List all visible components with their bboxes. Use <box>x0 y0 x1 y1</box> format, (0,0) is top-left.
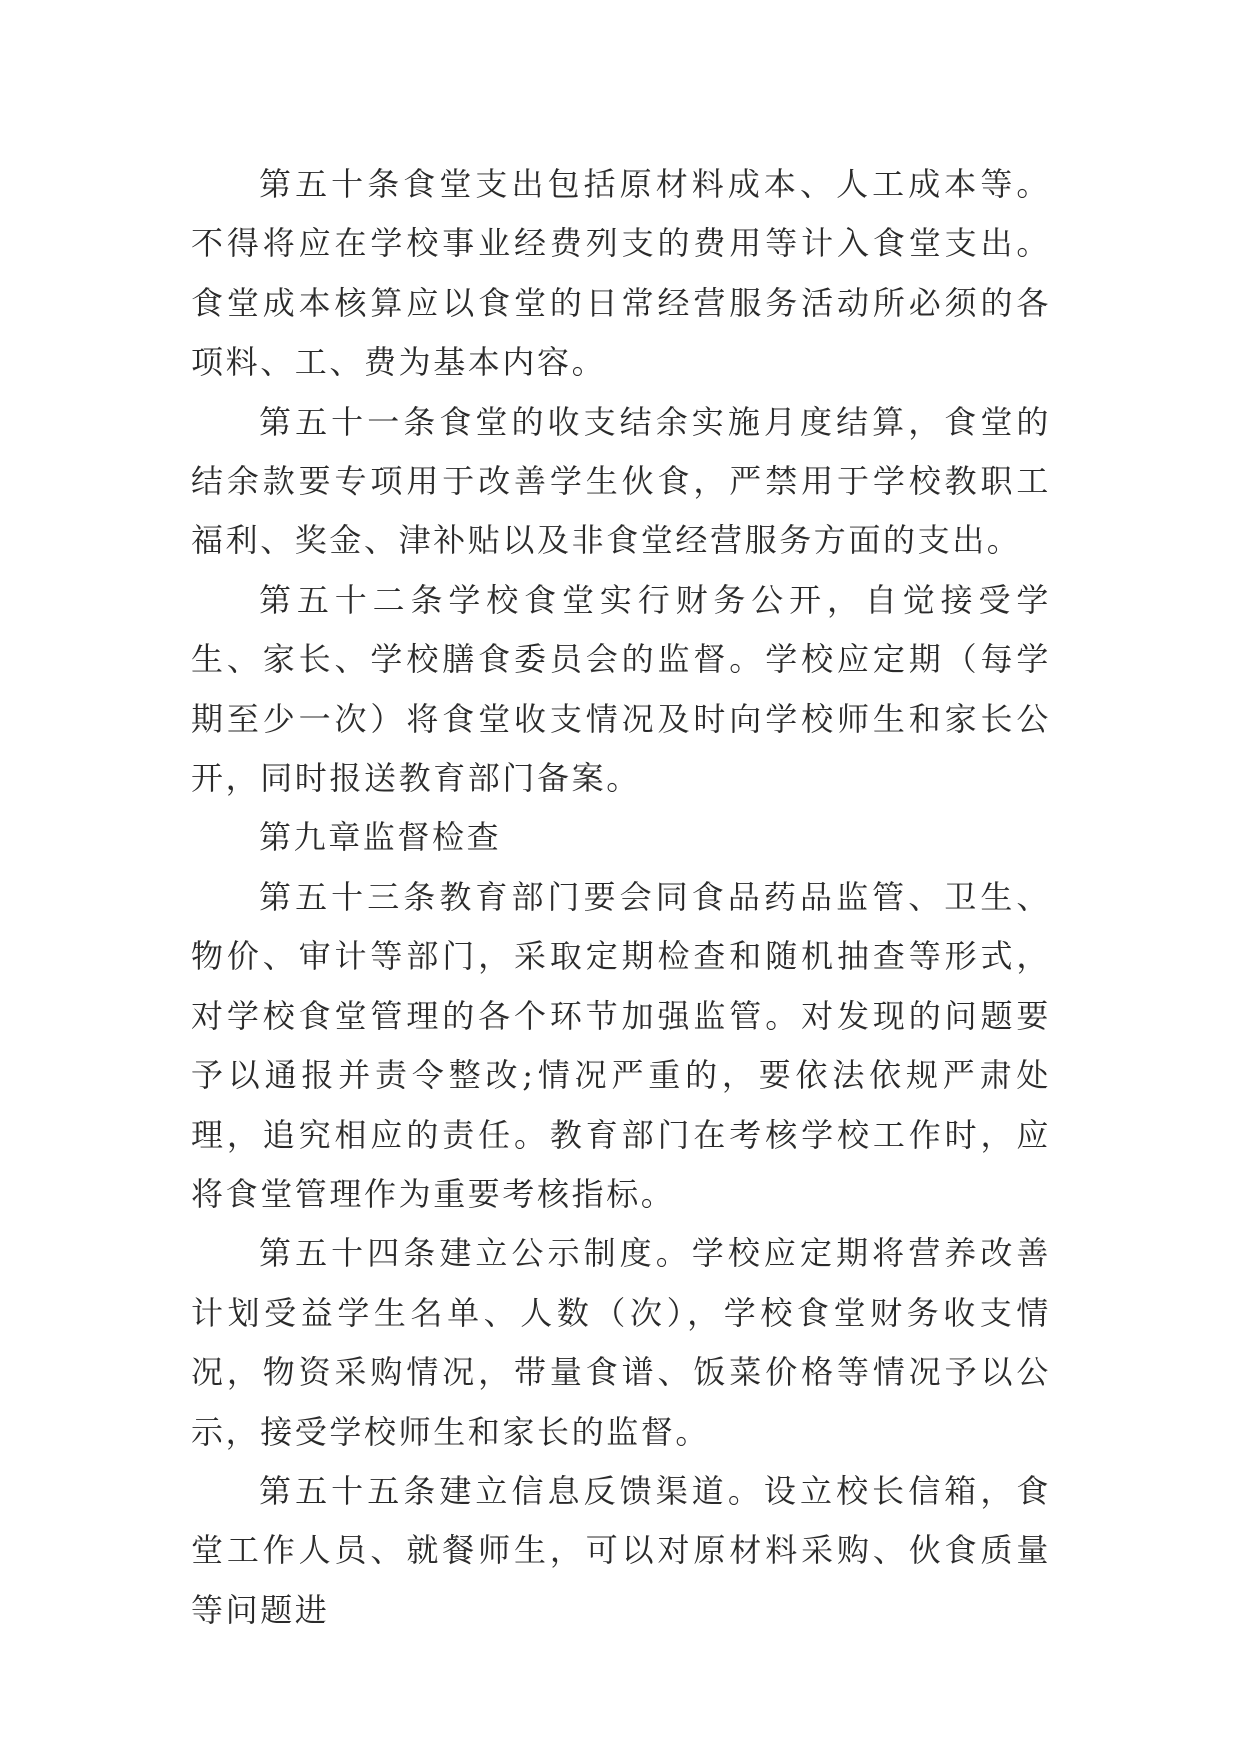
article-55-paragraph: 第五十五条建立信息反馈渠道。设立校长信箱，食堂工作人员、就餐师生，可以对原材料采购、伙食质量等问题进 <box>191 1471 1051 1629</box>
article-51-paragraph: 第五十一条食堂的收支结余实施月度结算，食堂的结余款要专项用于改善学生伙食，严禁用于学校教职工福利、奖金、津补贴以及非食堂经营服务方面的支出。 <box>191 402 1051 560</box>
article-53-paragraph: 第五十三条教育部门要会同食品药品监管、卫生、物价、审计等部门，采取定期检查和随机抽查等形式，对学校食堂管理的各个环节加强监管。对发现的问题要予以通报并责令整改;情况严重的，要依法依规严肃处理，追究相应的责任。教育部门在考核学校工作时，应将食堂管理作为重要考核指标。 <box>191 877 1051 1213</box>
article-50-paragraph: 第五十条食堂支出包括原材料成本、人工成本等。不得将应在学校事业经费列支的费用等计入食堂支出。食堂成本核算应以食堂的日常经营服务活动所必须的各项料、工、费为基本内容。 <box>191 165 1051 382</box>
document-body <box>191 155 1051 1640</box>
article-54-paragraph: 第五十四条建立公示制度。学校应定期将营养改善计划受益学生名单、人数（次），学校食堂财务收支情况，物资采购情况，带量食谱、饭菜价格等情况予以公示，接受学校师生和家长的监督。 <box>191 1234 1051 1451</box>
chapter-heading: 第九章监督检查 <box>259 818 502 857</box>
article-52-paragraph: 第五十二条学校食堂实行财务公开，自觉接受学生、家长、学校膳食委员会的监督。学校应定期（每学期至少一次）将食堂收支情况及时向学校师生和家长公开，同时报送教育部门备案。 <box>191 580 1051 798</box>
